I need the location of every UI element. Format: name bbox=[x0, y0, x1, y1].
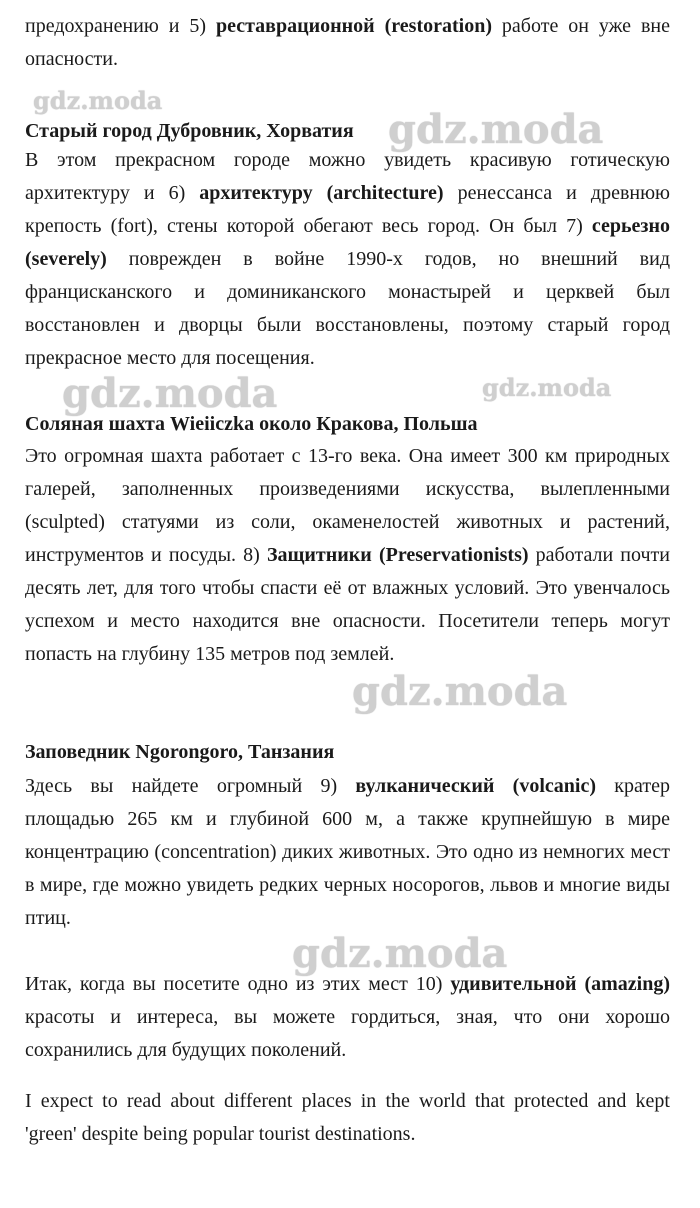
text: кратер площадью 265 км и глубиной 600 м, а также крупнейшую в мире концентрацию (concentration) диких животных. Это одно из немногих мест в мире, где можно увидеть редких черных носорогов, львов и многие виды птиц. bbox=[25, 775, 670, 929]
watermark-logo: gdz.moda bbox=[33, 86, 163, 115]
heading-dubrovnik: Старый город Дубровник, Хорватия bbox=[25, 120, 354, 142]
text: работе он уже вне опасности. bbox=[25, 15, 670, 70]
watermark-logo: gdz.moda bbox=[292, 930, 508, 977]
text: В этом прекрасном городе можно увидеть красивую готическую архитектуру и 6) bbox=[25, 149, 670, 204]
text: работали почти десять лет, для того чтобы спасти её от влажных условий. Это увенчалось успехом и место находится вне опасности. Посетители теперь могут попасть на глубину 135 метров под землей. bbox=[25, 544, 670, 665]
bold-term: удивительной (amazing) bbox=[450, 973, 670, 995]
text: предохранению и 5) bbox=[25, 15, 216, 37]
bold-term: вулканический (volcanic) bbox=[355, 775, 596, 797]
heading-wieliczka: Соляная шахта Wieiiczka около Кракова, Польша bbox=[25, 413, 478, 435]
text: Здесь вы найдете огромный 9) bbox=[25, 775, 356, 797]
bold-term: архитектуру (architecture) bbox=[199, 182, 444, 204]
paragraph-english bbox=[25, 1085, 670, 1151]
paragraph-wieliczka bbox=[25, 440, 670, 671]
text: Это огромная шахта работает с 13-го века. Она имеет 300 км природных галерей, заполненных произведениями искусства, вылепленными (sculpted) статуями из соли, окаменелостей животных и растений, инструментов и посуды. 8) bbox=[25, 445, 670, 566]
paragraph-conclusion bbox=[25, 968, 670, 1067]
paragraph-ngorongoro bbox=[25, 770, 670, 935]
text: красоты и интереса, вы можете гордиться, зная, что они хорошо сохранились для будущих поколений. bbox=[25, 1006, 670, 1061]
watermark-logo: gdz.moda bbox=[388, 106, 604, 153]
paragraph-restoration bbox=[25, 10, 670, 76]
bold-term: Защитники (Preservationists) bbox=[266, 544, 529, 566]
watermark-logo: gdz.moda bbox=[62, 370, 278, 417]
text: Итак, когда вы посетите одно из этих мест 10) bbox=[25, 973, 451, 995]
heading-ngorongoro: Заповедник Ngorongoro, Танзания bbox=[25, 741, 335, 763]
bold-term: реставрационной (restoration) bbox=[215, 15, 492, 37]
text: поврежден в войне 1990-х годов, но внешний вид францисканского и доминиканского монастырей и церквей был восстановлен и дворцы были восстановлены, поэтому старый город прекрасное место для посещения. bbox=[25, 248, 670, 369]
text: ренессанса и древнюю крепость (fort), стены которой обегают весь город. Он был 7) bbox=[25, 182, 670, 237]
bold-term: серьезно (severely) bbox=[25, 215, 670, 270]
watermark-logo: gdz.moda bbox=[352, 668, 568, 715]
text: I expect to read about different places in the world that protected and kept 'green' despite being popular tourist destinations. bbox=[25, 1090, 670, 1145]
watermark-logo: gdz.moda bbox=[482, 373, 612, 402]
paragraph-dubrovnik bbox=[25, 144, 670, 375]
